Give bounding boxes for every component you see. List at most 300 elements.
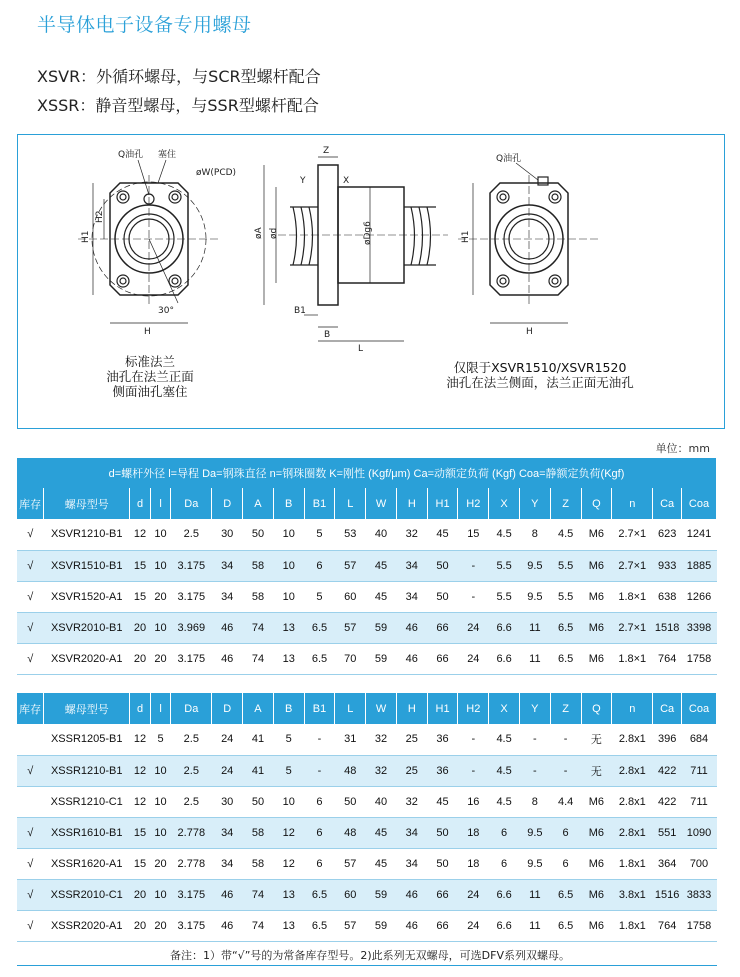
table-cell: 9.5 xyxy=(519,550,550,581)
table-cell: 10 xyxy=(150,817,171,848)
technical-drawing-panel xyxy=(17,134,725,429)
table-cell: 59 xyxy=(366,643,397,674)
table-cell: 46 xyxy=(212,910,243,941)
legend-row: d=螺杆外径 l=导程 Da=钢珠直径 n=钢珠圈数 K=刚性 (Kgf/μm) Ca=动额定负荷 (Kgf) Coa=静额定负荷(Kgf) xyxy=(17,458,717,488)
column-header: D xyxy=(212,488,243,519)
table-cell: 41 xyxy=(243,755,274,786)
table-cell: 15 xyxy=(130,581,151,612)
column-header: 螺母型号 xyxy=(44,693,130,724)
table-cell: 45 xyxy=(366,581,397,612)
table-cell: 15 xyxy=(130,848,151,879)
table-cell: 2.8x1 xyxy=(612,817,653,848)
table-cell xyxy=(17,786,44,817)
column-header: n xyxy=(612,693,653,724)
table-cell: 1241 xyxy=(681,519,716,550)
table-cell: 5.5 xyxy=(489,581,520,612)
label-y: Y xyxy=(300,176,306,186)
table-cell: √ xyxy=(17,879,44,910)
table-cell: 9.5 xyxy=(519,817,550,848)
table-cell: M6 xyxy=(581,817,612,848)
column-header: H1 xyxy=(427,693,458,724)
column-header: B1 xyxy=(304,693,335,724)
table-cell: 8 xyxy=(519,519,550,550)
table-cell: 24 xyxy=(458,612,489,643)
table-cell: √ xyxy=(17,817,44,848)
table-cell: 20 xyxy=(130,643,151,674)
table-cell: 34 xyxy=(396,550,427,581)
table-row xyxy=(17,879,717,910)
table-cell: 20 xyxy=(130,612,151,643)
table-cell: 40 xyxy=(366,519,397,550)
column-header: Q xyxy=(581,693,612,724)
table-header-row xyxy=(17,488,717,519)
table-cell: 2.5 xyxy=(171,786,212,817)
table-cell: 3.175 xyxy=(171,910,212,941)
table-cell: 364 xyxy=(653,848,682,879)
table-cell: XSVR2020-A1 xyxy=(44,643,130,674)
table-cell: 20 xyxy=(130,910,151,941)
label-l: L xyxy=(358,344,364,354)
column-header: A xyxy=(243,693,274,724)
table-cell: 10 xyxy=(273,550,304,581)
table-row xyxy=(17,755,717,786)
column-header: Ca xyxy=(653,488,682,519)
table-cell: 700 xyxy=(681,848,716,879)
column-header: Ca xyxy=(653,693,682,724)
table-cell: 10 xyxy=(150,786,171,817)
table-cell: 41 xyxy=(243,724,274,755)
column-header: d xyxy=(130,488,151,519)
table-cell: 8 xyxy=(519,786,550,817)
table-cell: 2.5 xyxy=(171,755,212,786)
table-cell: - xyxy=(519,755,550,786)
table-cell: 70 xyxy=(335,643,366,674)
table-cell xyxy=(17,724,44,755)
table-cell: 34 xyxy=(212,550,243,581)
label-q-oil-right: Q油孔 xyxy=(496,154,522,164)
table-cell: 6.5 xyxy=(550,910,581,941)
table-cell: 6.5 xyxy=(304,612,335,643)
table-cell: 45 xyxy=(366,848,397,879)
table-cell: 60 xyxy=(335,581,366,612)
table-cell: 36 xyxy=(427,724,458,755)
table-cell: 66 xyxy=(427,879,458,910)
table-cell: 2.778 xyxy=(171,817,212,848)
table-cell: 5.5 xyxy=(550,550,581,581)
footnote: 备注：1）带“√”号的为常备库存型号。2)此系列无双螺母，可选DFV系列双螺母。 xyxy=(169,949,570,962)
table-cell: 20 xyxy=(150,910,171,941)
table-cell: 40 xyxy=(366,786,397,817)
table-cell: 1758 xyxy=(681,910,716,941)
caption-right-line: 油孔在法兰侧面，法兰正面无油孔 xyxy=(446,375,634,390)
table-row xyxy=(17,786,717,817)
table-cell: 2.7×1 xyxy=(612,612,653,643)
column-header: W xyxy=(366,488,397,519)
column-header: Da xyxy=(171,488,212,519)
caption-right xyxy=(430,360,650,390)
column-header: d xyxy=(130,693,151,724)
label-h1-right: H1 xyxy=(461,230,471,243)
table-cell: 2.7×1 xyxy=(612,550,653,581)
table-cell: 74 xyxy=(243,879,274,910)
table-cell: 2.8x1 xyxy=(612,786,653,817)
table-cell: 48 xyxy=(335,817,366,848)
table-cell: - xyxy=(304,755,335,786)
table-row xyxy=(17,581,717,612)
table-cell: 3.175 xyxy=(171,581,212,612)
table-cell: 4.5 xyxy=(489,724,520,755)
table-cell: 711 xyxy=(681,786,716,817)
table-cell: 24 xyxy=(212,755,243,786)
table-cell: - xyxy=(458,755,489,786)
column-header: Coa xyxy=(681,488,716,519)
column-header: B1 xyxy=(304,488,335,519)
table-cell: XSVR1510-B1 xyxy=(44,550,130,581)
column-header: 螺母型号 xyxy=(44,488,130,519)
table-cell: 1885 xyxy=(681,550,716,581)
table-cell: √ xyxy=(17,612,44,643)
table-cell: 50 xyxy=(427,581,458,612)
table-cell: 45 xyxy=(366,817,397,848)
column-header: 库存 xyxy=(17,693,44,724)
column-header: l xyxy=(150,693,171,724)
table-cell: 58 xyxy=(243,550,274,581)
table-cell: 6 xyxy=(550,848,581,879)
table-cell: 6 xyxy=(304,550,335,581)
table-cell: 1.8x1 xyxy=(612,848,653,879)
table-cell: 58 xyxy=(243,848,274,879)
table-cell: 1090 xyxy=(681,817,716,848)
table-cell: 45 xyxy=(366,550,397,581)
table-cell: 46 xyxy=(212,879,243,910)
table-cell: 2.5 xyxy=(171,519,212,550)
table-cell: 50 xyxy=(427,817,458,848)
table-cell: √ xyxy=(17,848,44,879)
table-cell: 623 xyxy=(653,519,682,550)
table-cell: 66 xyxy=(427,612,458,643)
table-cell: 13 xyxy=(273,879,304,910)
label-b1: B1 xyxy=(294,306,306,316)
table-cell: 30 xyxy=(212,786,243,817)
table-cell: 15 xyxy=(130,550,151,581)
table-cell: 6.5 xyxy=(304,643,335,674)
table-cell: 18 xyxy=(458,817,489,848)
table-cell: 9.5 xyxy=(519,581,550,612)
table-cell: 10 xyxy=(150,519,171,550)
table-cell: 53 xyxy=(335,519,366,550)
table-cell: 5.5 xyxy=(550,581,581,612)
column-header: H1 xyxy=(427,488,458,519)
table-cell: 57 xyxy=(335,848,366,879)
table-cell: 50 xyxy=(243,786,274,817)
table-cell: 5 xyxy=(273,724,304,755)
table-cell: 1.8x1 xyxy=(612,910,653,941)
table-cell: - xyxy=(458,724,489,755)
table-cell: 15 xyxy=(458,519,489,550)
table-cell: 12 xyxy=(130,755,151,786)
table-cell: 46 xyxy=(396,879,427,910)
table-cell: 46 xyxy=(212,643,243,674)
table-cell: 3.8x1 xyxy=(612,879,653,910)
table-cell: - xyxy=(519,724,550,755)
table-cell: 10 xyxy=(273,581,304,612)
column-header: n xyxy=(612,488,653,519)
table-cell: 711 xyxy=(681,755,716,786)
front-view-flange xyxy=(78,160,218,323)
column-header: A xyxy=(243,488,274,519)
table-cell: 24 xyxy=(458,879,489,910)
column-header: Y xyxy=(519,693,550,724)
xssr-spec-table xyxy=(17,693,717,942)
table-cell: 6.6 xyxy=(489,612,520,643)
table-cell: 6 xyxy=(489,817,520,848)
label-h2: H2 xyxy=(95,210,105,223)
table-cell: 12 xyxy=(273,817,304,848)
column-header: B xyxy=(273,693,304,724)
table-cell: 4.5 xyxy=(489,786,520,817)
column-header: X xyxy=(489,488,520,519)
column-header: l xyxy=(150,488,171,519)
table-cell: - xyxy=(458,581,489,612)
table-cell: 6.6 xyxy=(489,643,520,674)
table-cell: 11 xyxy=(519,612,550,643)
label-pcd: øW(PCD) xyxy=(196,168,237,178)
label-q-oil: Q油孔 xyxy=(118,150,144,160)
table-cell: - xyxy=(458,550,489,581)
label-phi-dg6: øDg6 xyxy=(363,221,373,245)
page-title: 半导体电子设备专用螺母 xyxy=(37,14,252,36)
table-cell: XSSR1205-B1 xyxy=(44,724,130,755)
table-cell: 57 xyxy=(335,910,366,941)
table-cell: 46 xyxy=(396,910,427,941)
table-cell: 2.5 xyxy=(171,724,212,755)
table-cell: 25 xyxy=(396,755,427,786)
table-cell: 3.175 xyxy=(171,550,212,581)
table-cell: 无 xyxy=(581,755,612,786)
table-cell: 11 xyxy=(519,643,550,674)
label-h-right: H xyxy=(526,327,533,337)
label-angle: 30° xyxy=(158,306,174,316)
column-header: 库存 xyxy=(17,488,44,519)
table-cell: M6 xyxy=(581,643,612,674)
table-cell: 13 xyxy=(273,643,304,674)
table-cell: 34 xyxy=(212,581,243,612)
table-cell: 74 xyxy=(243,910,274,941)
table-cell: 6 xyxy=(550,817,581,848)
table-cell: 66 xyxy=(427,910,458,941)
table-cell: 16 xyxy=(458,786,489,817)
column-header: H xyxy=(396,488,427,519)
table-row xyxy=(17,848,717,879)
table-cell: 5 xyxy=(273,755,304,786)
table-cell: √ xyxy=(17,643,44,674)
table-cell: - xyxy=(550,755,581,786)
caption-left-line: 标准法兰 xyxy=(124,354,175,369)
table-cell: 10 xyxy=(150,755,171,786)
subtitle-xssr: XSSR：静音型螺母，与SSR型螺杆配合 xyxy=(37,96,319,115)
table-cell: 764 xyxy=(653,910,682,941)
column-header: D xyxy=(212,693,243,724)
caption-left-line: 油孔在法兰正面 xyxy=(106,369,194,384)
divider xyxy=(17,965,717,966)
table-cell: 60 xyxy=(335,879,366,910)
table-cell: 12 xyxy=(130,786,151,817)
table-cell: 4.4 xyxy=(550,786,581,817)
table-cell: 1516 xyxy=(653,879,682,910)
table-cell: 32 xyxy=(366,724,397,755)
column-header: X xyxy=(489,693,520,724)
table-cell: 764 xyxy=(653,643,682,674)
table-cell: 3.175 xyxy=(171,879,212,910)
table-cell: 6.5 xyxy=(304,910,335,941)
caption-left xyxy=(80,354,220,399)
column-header: Coa xyxy=(681,693,716,724)
side-view-nut xyxy=(264,157,448,341)
xsvr-spec-table xyxy=(17,458,717,675)
table-cell: 59 xyxy=(366,910,397,941)
table-cell: 2.8x1 xyxy=(612,724,653,755)
table-cell: 46 xyxy=(396,612,427,643)
label-phi-a: øA xyxy=(254,227,264,239)
table-header-row xyxy=(17,693,717,724)
table-cell: 74 xyxy=(243,612,274,643)
table-cell: 34 xyxy=(396,848,427,879)
table-cell: 6 xyxy=(304,786,335,817)
caption-right-line: 仅限于XSVR1510/XSVR1520 xyxy=(453,360,627,375)
table-row xyxy=(17,612,717,643)
table-cell: 5.5 xyxy=(489,550,520,581)
table-cell: 4.5 xyxy=(550,519,581,550)
table-cell: 48 xyxy=(335,755,366,786)
table-cell: 2.7×1 xyxy=(612,519,653,550)
table-cell: 3833 xyxy=(681,879,716,910)
table-row xyxy=(17,643,717,674)
table-cell: 32 xyxy=(396,786,427,817)
table-cell: 24 xyxy=(458,643,489,674)
table-cell: 1.8×1 xyxy=(612,581,653,612)
table-cell: 5 xyxy=(304,581,335,612)
label-b: B xyxy=(324,330,331,340)
table-cell: 6 xyxy=(304,848,335,879)
table-cell: 57 xyxy=(335,550,366,581)
table-cell: 20 xyxy=(130,879,151,910)
column-header: H xyxy=(396,693,427,724)
table-cell: 12 xyxy=(130,724,151,755)
table-cell: 10 xyxy=(150,550,171,581)
table-cell: 10 xyxy=(273,786,304,817)
table-cell: 24 xyxy=(458,910,489,941)
table-cell: 31 xyxy=(335,724,366,755)
column-header: Z xyxy=(550,488,581,519)
table-cell: XSSR2020-A1 xyxy=(44,910,130,941)
column-header: Z xyxy=(550,693,581,724)
table-cell: 34 xyxy=(396,817,427,848)
table-cell: 12 xyxy=(130,519,151,550)
table-cell: 45 xyxy=(427,519,458,550)
table-cell: 57 xyxy=(335,612,366,643)
table-row xyxy=(17,519,717,550)
table-cell: 74 xyxy=(243,643,274,674)
table-cell: 1758 xyxy=(681,643,716,674)
table-cell: XSVR2010-B1 xyxy=(44,612,130,643)
column-header: B xyxy=(273,488,304,519)
table-cell: 6 xyxy=(489,848,520,879)
table-cell: 4.5 xyxy=(489,519,520,550)
table-cell: 20 xyxy=(150,848,171,879)
table-cell: 12 xyxy=(273,848,304,879)
table-cell: 11 xyxy=(519,910,550,941)
table-cell: 13 xyxy=(273,910,304,941)
column-header: H2 xyxy=(458,488,489,519)
table-cell: 无 xyxy=(581,724,612,755)
table-cell: 11 xyxy=(519,879,550,910)
column-header: Q xyxy=(581,488,612,519)
table-cell: 66 xyxy=(427,643,458,674)
column-header: Y xyxy=(519,488,550,519)
table-cell: 36 xyxy=(427,755,458,786)
table-cell: 6.6 xyxy=(489,879,520,910)
front-view-flange-side-oil xyxy=(458,163,598,323)
table-cell: 551 xyxy=(653,817,682,848)
table-cell: 46 xyxy=(212,612,243,643)
table-cell: 9.5 xyxy=(519,848,550,879)
table-cell: 15 xyxy=(130,817,151,848)
table-cell: 59 xyxy=(366,879,397,910)
label-h1: H1 xyxy=(81,230,91,243)
table-cell: 6 xyxy=(304,817,335,848)
table-row xyxy=(17,550,717,581)
column-header: H2 xyxy=(458,693,489,724)
label-h: H xyxy=(144,327,151,337)
table-cell: 3398 xyxy=(681,612,716,643)
table-cell: - xyxy=(304,724,335,755)
table-cell: 34 xyxy=(212,817,243,848)
table-cell: 1.8×1 xyxy=(612,643,653,674)
table-cell: 6.6 xyxy=(489,910,520,941)
table-cell: 10 xyxy=(150,612,171,643)
table-cell: 18 xyxy=(458,848,489,879)
column-header: Da xyxy=(171,693,212,724)
table-cell: M6 xyxy=(581,581,612,612)
table-cell: XSVR1520-A1 xyxy=(44,581,130,612)
table-cell: 933 xyxy=(653,550,682,581)
table-cell: 2.778 xyxy=(171,848,212,879)
subtitle-xsvr: XSVR：外循环螺母，与SCR型螺杆配合 xyxy=(37,67,321,86)
label-phi-d: ød xyxy=(269,227,279,239)
table-cell: 2.8x1 xyxy=(612,755,653,786)
table-cell: - xyxy=(550,724,581,755)
table-cell: 6.5 xyxy=(550,879,581,910)
label-x: X xyxy=(343,176,350,186)
table-cell: 6.5 xyxy=(550,612,581,643)
label-z: Z xyxy=(323,146,330,156)
column-header: L xyxy=(335,488,366,519)
column-header: L xyxy=(335,693,366,724)
table-cell: M6 xyxy=(581,848,612,879)
table-cell: XSSR1610-B1 xyxy=(44,817,130,848)
table-cell: 20 xyxy=(150,581,171,612)
table-cell: 396 xyxy=(653,724,682,755)
table-cell: 46 xyxy=(396,643,427,674)
table-cell: 5 xyxy=(150,724,171,755)
table-row xyxy=(17,910,717,941)
table-cell: XSSR1620-A1 xyxy=(44,848,130,879)
table-cell: 50 xyxy=(243,519,274,550)
column-header: W xyxy=(366,693,397,724)
table-cell: 684 xyxy=(681,724,716,755)
table-cell: M6 xyxy=(581,786,612,817)
table-cell: √ xyxy=(17,755,44,786)
